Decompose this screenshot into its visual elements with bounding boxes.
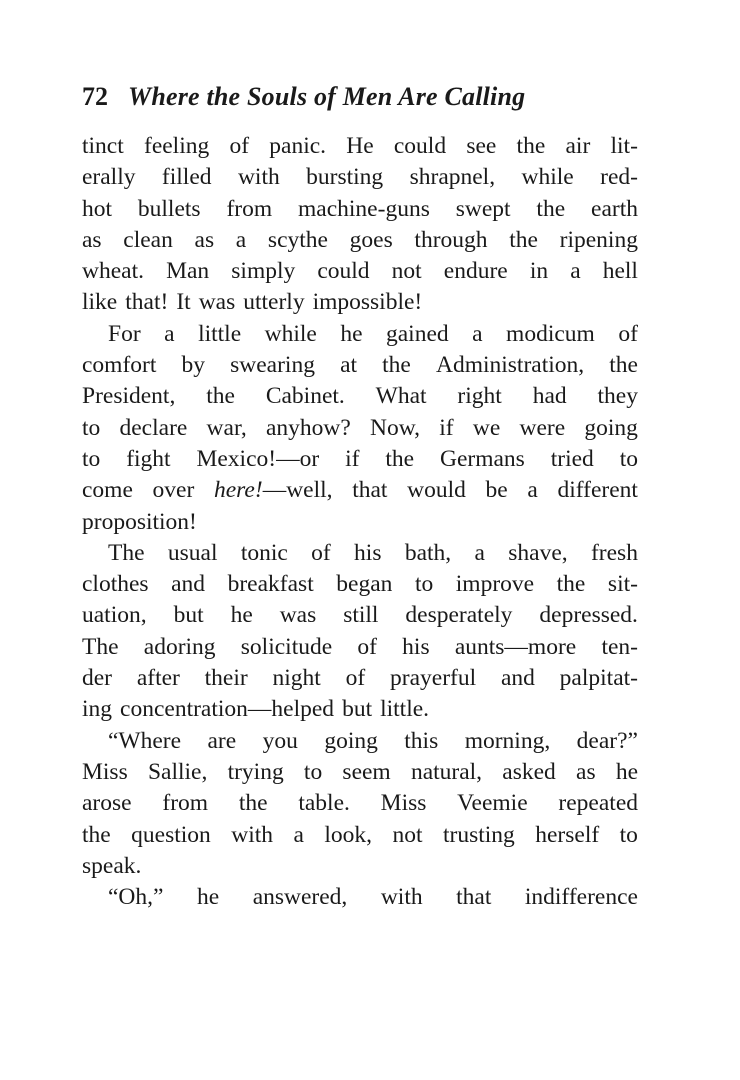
paragraph	[82, 538, 638, 726]
paragraph	[82, 131, 638, 319]
text-line: wheat. Man simply could not endure in a hell	[82, 258, 638, 285]
book-page	[82, 80, 638, 913]
running-head	[82, 80, 638, 122]
text-line: to declare war, anyhow? Now, if we were going	[82, 414, 638, 441]
text-line: erally filled with bursting shrapnel, while red-	[82, 164, 638, 191]
text-line: speak.	[82, 852, 142, 879]
paragraph	[82, 882, 638, 913]
text-line: the question with a look, not trusting herself to	[82, 821, 638, 848]
text-line: Miss Sallie, trying to seem natural, asked as he	[82, 758, 638, 785]
text-line: tinct feeling of panic. He could see the air lit-	[82, 133, 638, 159]
text-line: ing concentration—helped but little.	[82, 696, 430, 723]
text-line: like that! It was utterly impossible!	[82, 289, 423, 316]
text-line: proposition!	[82, 508, 197, 535]
text-line: hot bullets from machine-guns swept the earth	[82, 195, 638, 222]
text-line: der after their night of prayerful and palpitat-	[82, 665, 638, 692]
text-line: “Oh,” he answered, with that indifference	[108, 884, 638, 911]
text-line: The adoring solicitude of his aunts—more ten-	[82, 633, 638, 660]
body-text	[82, 131, 638, 913]
text-line: clothes and breakfast began to improve the sit-	[82, 571, 638, 598]
text-line: to fight Mexico!—or if the Germans tried to	[82, 445, 638, 472]
text-line: uation, but he was still desperately depressed.	[82, 602, 638, 629]
book-title: Where the Souls of Men Are Calling	[128, 82, 526, 111]
text-line: “Where are you going this morning, dear?”	[108, 727, 638, 754]
text-line: arose from the table. Miss Veemie repeated	[82, 790, 638, 817]
text-line: For a little while he gained a modicum of	[108, 320, 638, 347]
page-number: 72	[82, 82, 108, 111]
paragraph	[82, 726, 638, 882]
text-line: comfort by swearing at the Administration, the	[82, 352, 638, 379]
paragraph	[82, 319, 638, 538]
text-line: as clean as a scythe goes through the ripening	[82, 226, 638, 253]
text-line: come over here!—well, that would be a different	[82, 477, 638, 504]
text-line: The usual tonic of his bath, a shave, fresh	[108, 539, 638, 566]
text-line: President, the Cabinet. What right had they	[82, 383, 638, 410]
